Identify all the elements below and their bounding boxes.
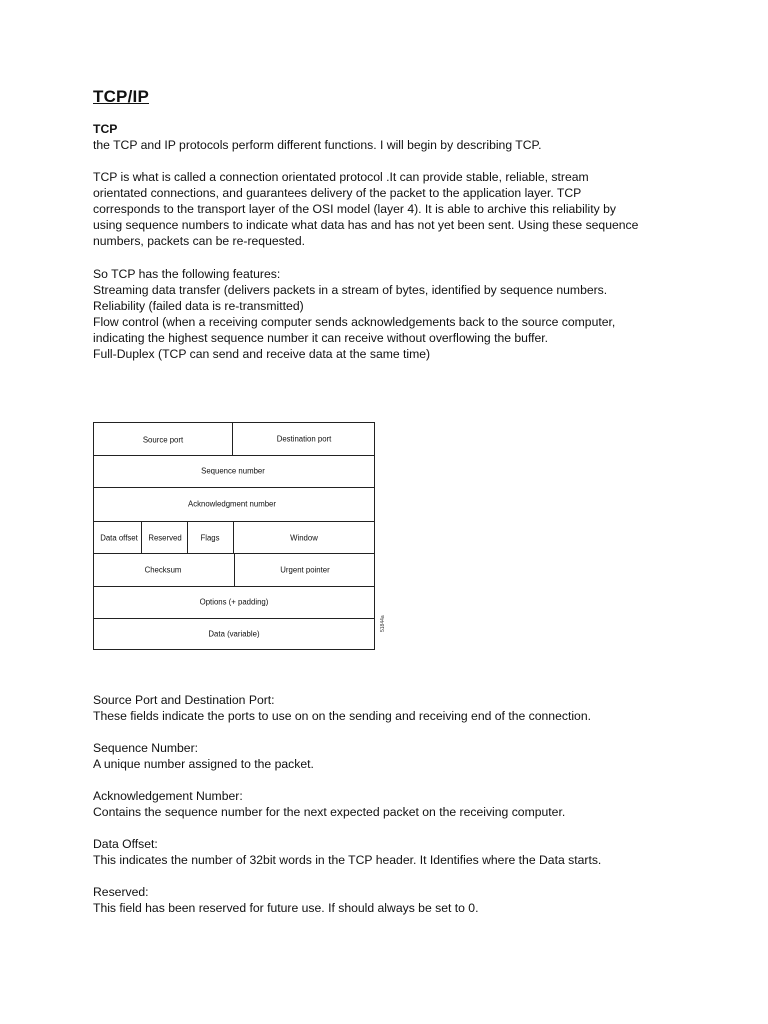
text-line: So TCP has the following features: (93, 267, 281, 281)
reserved-label: Reserved (148, 533, 182, 543)
field-description: These fields indicate the ports to use on on the sending and receiving end of the connection. (93, 709, 591, 724)
features-paragraph (93, 266, 733, 363)
field-block (93, 884, 733, 916)
source-port-label: Source port (142, 435, 184, 445)
tcp-header-diagram (93, 422, 376, 651)
figure-id: 51844a (380, 615, 386, 632)
text-line: Streaming data transfer (delivers packets in a stream of bytes, identified by sequence numbers. (93, 283, 608, 298)
destination-port-label: Destination port (276, 434, 332, 444)
window-label: Window (290, 533, 318, 543)
text-line: corresponds to the transport layer of the OSI model (layer 4). It is able to archive this reliability by (93, 202, 616, 217)
field-description: This field has been reserved for future use. If should always be set to 0. (93, 901, 479, 916)
options-label: Options (+ padding) (199, 597, 269, 607)
page-title: TCP/IP (93, 87, 149, 106)
text-line: Reliability (failed data is re-transmitted) (93, 299, 304, 314)
field-description: This indicates the number of 32bit words in the TCP header. It Identifies where the Data starts. (93, 853, 602, 868)
ack-number-label: Acknowledgment number (188, 499, 276, 509)
field-name: Sequence Number: (93, 741, 199, 755)
urgent-pointer-label: Urgent pointer (280, 565, 330, 575)
text-line: TCP is what is called a connection orientated protocol .It can provide stable, reliable, stream (93, 170, 589, 184)
text-line: Full-Duplex (TCP can send and receive data at the same time) (93, 347, 431, 362)
intro-paragraph: the TCP and IP protocols perform different functions. I will begin by describing TCP. (93, 138, 542, 152)
sequence-number-label: Sequence number (201, 466, 265, 476)
section-heading: TCP (93, 122, 118, 136)
field-block (93, 836, 733, 868)
field-name: Reserved: (93, 885, 149, 899)
text-line: numbers, packets can be re-requested. (93, 234, 306, 249)
field-block (93, 692, 733, 724)
text-line: using sequence numbers to indicate what data has and has not yet been sent. Using these sequence (93, 218, 639, 233)
field-block (93, 788, 733, 820)
field-name: Acknowledgement Number: (93, 789, 243, 803)
flags-label: Flags (200, 533, 220, 543)
field-name: Source Port and Destination Port: (93, 693, 275, 707)
description-paragraph (93, 169, 733, 249)
text-line: Flow control (when a receiving computer sends acknowledgements back to the source computer, (93, 315, 616, 330)
field-description: A unique number assigned to the packet. (93, 757, 314, 772)
field-block (93, 740, 733, 772)
data-offset-label: Data offset (100, 533, 138, 543)
text-line: indicating the highest sequence number it can receive without overflowing the buffer. (93, 331, 549, 346)
field-description: Contains the sequence number for the next expected packet on the receiving computer. (93, 805, 566, 820)
field-name: Data Offset: (93, 837, 158, 851)
data-label: Data (variable) (208, 629, 260, 639)
checksum-label: Checksum (144, 565, 182, 575)
text-line: orientated connections, and guarantees delivery of the packet to the application layer. TCP (93, 186, 582, 201)
